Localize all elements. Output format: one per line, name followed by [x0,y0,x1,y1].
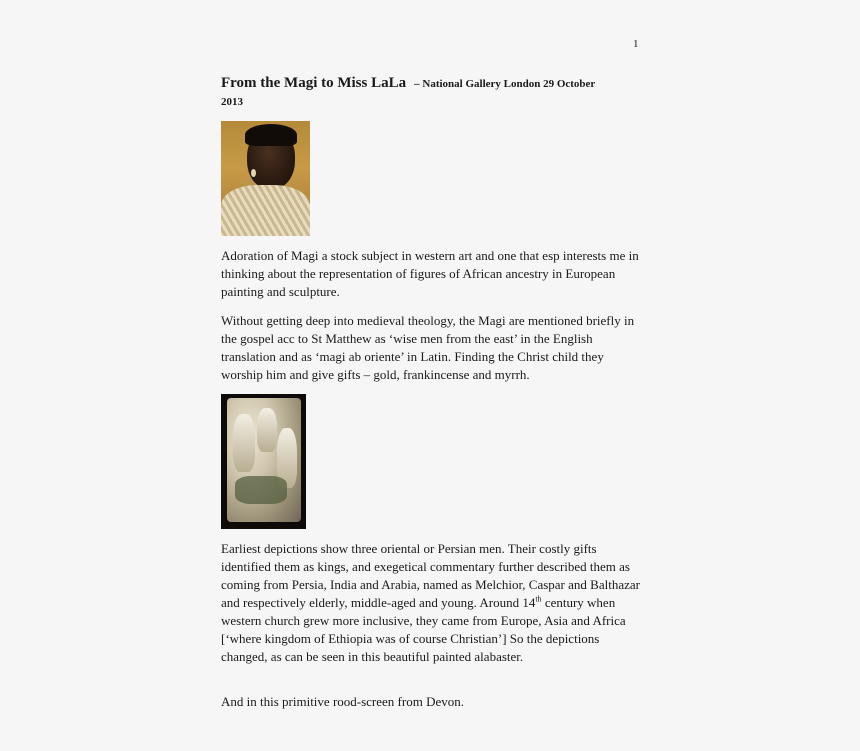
paragraph-depictions [221,540,641,666]
alabaster-green-base [235,476,287,504]
paragraph-theology: Without getting deep into medieval theology, the Magi are mentioned briefly in the gospel acc to St Matthew as ‘wise men from the east’ in the English translation and as ‘magi ab oriente’ in Latin. Finding the Christ child they worship him and give gifts – gold, frankincense and myrrh. [221,313,635,382]
portrait-fur-collar [221,185,310,236]
paragraph-depictions-part1: Earliest depictions show three oriental or Persian men. Their costly gifts identified them as kings, and exegetical commentary further described them as coming from Persia, India and Arabia, named as Melchior, Caspar and Balthazar and respectively elderly, middle-aged and young. Around 14 [221,541,640,610]
paragraph-adoration: Adoration of Magi a stock subject in western art and one that esp interests me in thinking about the representation of figures of African ancestry in European painting and sculpture. [221,248,639,299]
title-subtitle: – National Gallery London 29 October [414,78,596,90]
alabaster-figure-left [233,414,255,472]
title-main: From the Magi to Miss LaLa [221,75,407,91]
paragraph-rood-screen: And in this primitive rood-screen from Devon. [221,694,464,709]
magus-portrait-image [221,121,310,236]
alabaster-figure-center [257,408,277,452]
painted-alabaster-image [221,394,306,529]
page-number: 1 [633,38,639,50]
paragraph-depictions-part2: century when western church grew more inclusive, they came from Europe, Asia and Africa [‘where kingdom of Ethiopia was of course Christian’] So the depictions changed, as can be seen in this beautiful painted alabaster. [221,595,626,664]
page-title [221,74,641,111]
superscript-th: th [535,594,542,604]
portrait-earring [251,169,256,177]
title-year: 2013 [221,96,243,108]
portrait-hair [245,124,297,146]
